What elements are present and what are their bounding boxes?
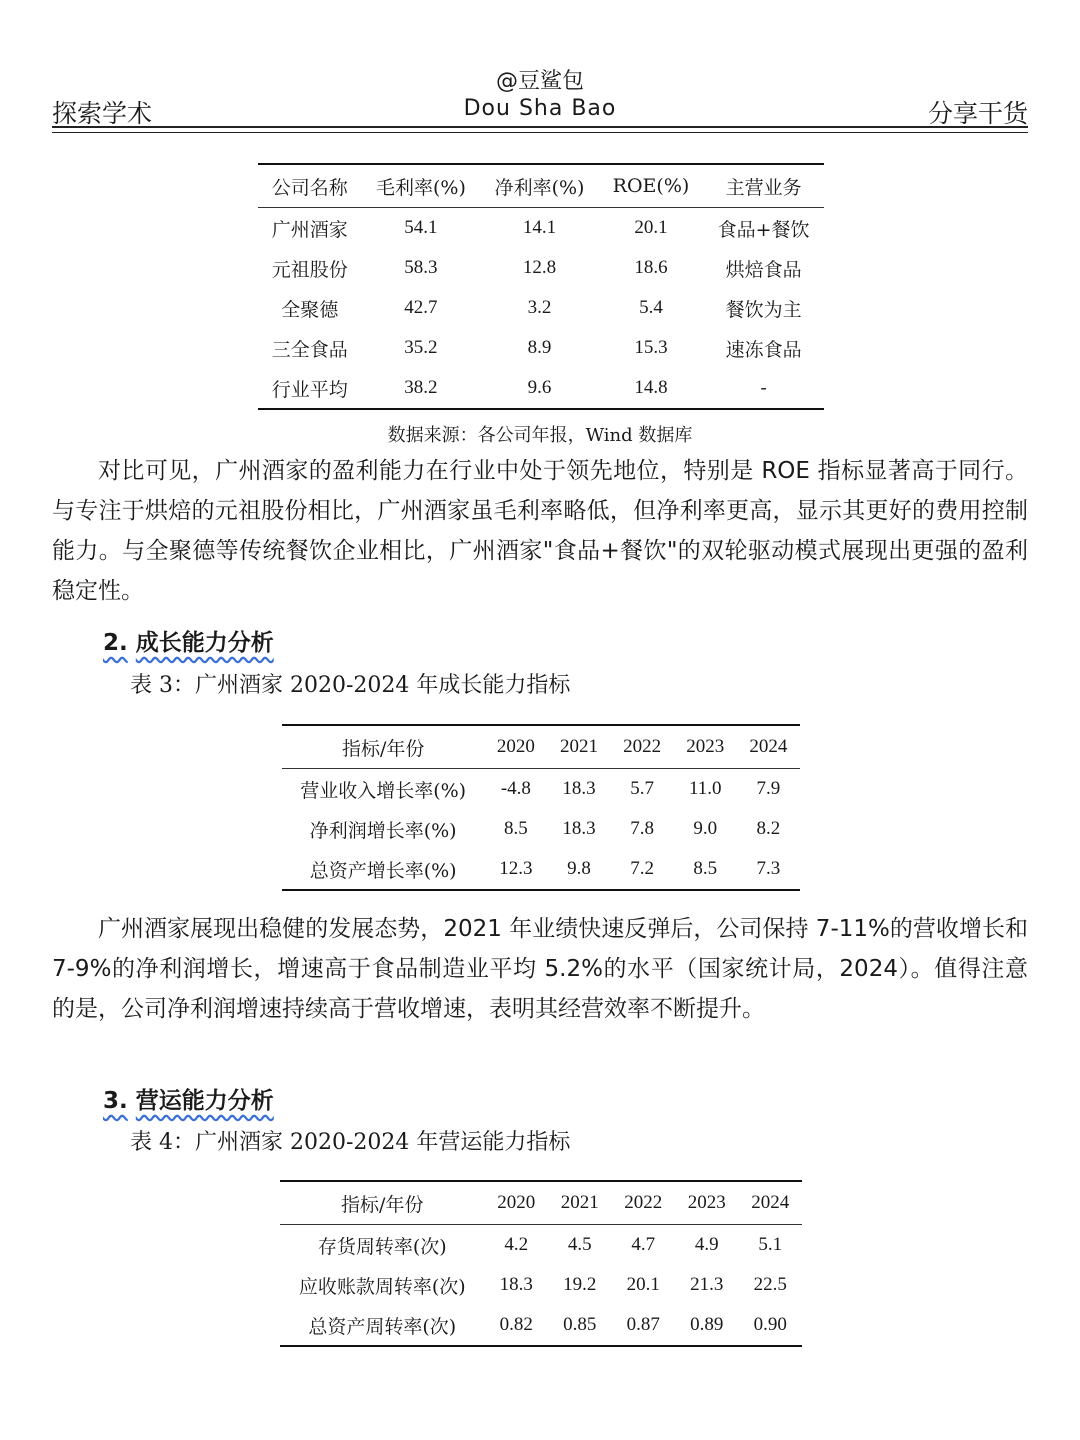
table-cell: 元祖股份: [271, 258, 348, 281]
table-row: [280, 1225, 802, 1266]
column-header: 指标/年份: [282, 725, 484, 769]
peer-comparison-table: [258, 163, 824, 410]
table-cell: 0.89: [675, 1305, 738, 1346]
section-heading: [103, 624, 274, 657]
header-right-text: 分享干货: [927, 99, 1028, 128]
table-cell: 9.6: [480, 368, 599, 409]
table-cell: 7.2: [611, 849, 674, 890]
growth-indicators-table: [282, 724, 800, 891]
table-cell: 0.87: [611, 1305, 674, 1346]
table-cell: 15.3: [634, 337, 668, 358]
table-cell: 18.6: [634, 257, 668, 278]
table-cell: 总资产周转率(次): [280, 1305, 485, 1346]
table-cell: 广州酒家: [271, 218, 348, 241]
table-caption: 表 4：广州酒家 2020-2024 年营运能力指标: [130, 1130, 571, 1155]
table-cell: 7.8: [630, 818, 655, 839]
table-cell: 14.1: [522, 217, 557, 238]
table-row: [280, 1265, 802, 1305]
body-paragraph: 对比可见，广州酒家的盈利能力在行业中处于领先地位，特别是 ROE 指标显著高于同行。与专注于烘焙的元祖股份相比，广州酒家虽毛利率略低，但净利率更高，显示其更好的费用控制能力。与全聚德等传统餐饮企业相比，广州酒家"食品+餐饮"的双轮驱动模式展现出更强的盈利稳定性。: [52, 458, 1028, 604]
table-row: [258, 328, 824, 368]
column-header: 主营业务: [703, 164, 824, 208]
table-cell: 总资产增长率(%): [282, 849, 484, 890]
column-header: 2021: [548, 1181, 611, 1225]
table-cell: 8.5: [504, 818, 528, 839]
table-cell: 8.2: [756, 818, 781, 839]
column-header: 2021: [547, 725, 610, 769]
column-header: 净利率(%): [480, 164, 599, 208]
column-header: 2023: [675, 1181, 738, 1225]
column-header: 2024: [737, 725, 800, 769]
column-header: 毛利率(%): [362, 164, 481, 208]
table-cell: 42.7: [404, 297, 438, 318]
table-row: [258, 288, 824, 328]
table-cell: 5.4: [639, 297, 663, 318]
section-title: 成长能力分析: [135, 630, 274, 656]
table-row: [258, 368, 824, 409]
column-header: 2020: [485, 1181, 548, 1225]
body-paragraph: 广州酒家展现出稳健的发展态势，2021 年业绩快速反弹后，公司保持 7-11%的营收增长和 7-9%的净利润增长，增速高于食品制造业平均 5.2%的水平（国家统计局，2024）。值得注意的是，公司净利润增速持续高于营收增速，表明其经营效率不断提升。: [52, 916, 1028, 1022]
table-cell: -: [703, 368, 824, 409]
author-handle: @豆鲨包: [495, 69, 584, 94]
header-rule-thin: [52, 132, 1028, 133]
table-cell: 存货周转率(次): [317, 1235, 447, 1258]
table-cell: 0.90: [738, 1305, 802, 1346]
table-row: [258, 248, 824, 288]
column-header: 2023: [674, 725, 737, 769]
table-cell: 行业平均: [258, 368, 362, 409]
page-header: [52, 60, 1028, 150]
table-cell: 全聚德: [281, 298, 339, 321]
table-cell: 35.2: [404, 337, 438, 358]
section-number: 2.: [103, 630, 128, 656]
table-cell: 8.5: [674, 849, 737, 890]
table-cell: 7.9: [756, 778, 781, 799]
table-cell: 速冻食品: [725, 338, 802, 361]
table-cell: 5.7: [630, 778, 655, 799]
table-cell: 烘焙食品: [725, 258, 802, 281]
table-cell: 18.3: [562, 778, 596, 799]
column-header: 公司名称: [258, 164, 362, 208]
header-left-text: 探索学术: [52, 99, 153, 128]
table-cell: 9.8: [547, 849, 610, 890]
table-caption: 表 3：广州酒家 2020-2024 年成长能力指标: [130, 673, 571, 698]
operating-indicators-table: [280, 1180, 802, 1347]
table-cell: 9.0: [693, 818, 718, 839]
table-cell: 8.9: [527, 337, 552, 358]
table-cell: 11.0: [688, 778, 722, 799]
table-cell: 19.2: [563, 1274, 597, 1295]
table-cell: 18.3: [499, 1274, 533, 1295]
table-cell: 3.2: [527, 297, 552, 318]
table-cell: 0.82: [485, 1305, 548, 1346]
table-cell: 58.3: [404, 257, 438, 278]
table-cell: 4.7: [631, 1234, 656, 1255]
table-cell: 4.2: [504, 1234, 529, 1255]
table-row: [258, 208, 824, 249]
table-cell: 三全食品: [271, 338, 348, 361]
section-heading: [103, 1082, 274, 1115]
section-title: 营运能力分析: [135, 1088, 274, 1114]
column-header: ROE(%): [599, 164, 703, 208]
table-cell: 38.2: [362, 368, 481, 409]
table-cell: 12.8: [522, 257, 557, 278]
table-cell: 7.3: [737, 849, 800, 890]
table-cell: 食品+餐饮: [717, 218, 810, 241]
table-cell: 餐饮为主: [725, 298, 802, 321]
table-cell: 5.1: [758, 1234, 783, 1255]
table-header-row: [282, 725, 800, 769]
table-cell: 净利润增长率(%): [309, 819, 457, 842]
table-header-row: [258, 164, 824, 208]
table-cell: 营业收入增长率(%): [300, 779, 467, 802]
table-row: [282, 809, 800, 849]
table-cell: 22.5: [753, 1274, 787, 1295]
table-row: [282, 769, 800, 810]
section-number: 3.: [103, 1088, 128, 1114]
table-header-row: [280, 1181, 802, 1225]
table-cell: 0.85: [548, 1305, 611, 1346]
column-header: 2024: [738, 1181, 802, 1225]
header-center-text: Dou Sha Bao: [463, 96, 617, 121]
table-cell: 4.9: [694, 1234, 719, 1255]
column-header: 指标/年份: [280, 1181, 485, 1225]
table-cell: 20.1: [626, 1274, 660, 1295]
table-cell: 18.3: [562, 818, 596, 839]
table-cell: 应收账款周转率(次): [298, 1275, 466, 1298]
table-row: [282, 849, 800, 890]
table-cell: 14.8: [599, 368, 703, 409]
table-source-note: 数据来源：各公司年报，Wind 数据库: [387, 425, 693, 446]
column-header: 2022: [611, 725, 674, 769]
table-cell: 12.3: [484, 849, 547, 890]
column-header: 2020: [484, 725, 547, 769]
header-rule-thick: [52, 126, 1028, 128]
table-cell: 4.5: [567, 1234, 592, 1255]
table-cell: 54.1: [404, 217, 438, 238]
column-header: 2022: [611, 1181, 674, 1225]
table-cell: 20.1: [634, 217, 668, 238]
table-cell: 21.3: [690, 1274, 724, 1295]
table-row: [280, 1305, 802, 1346]
table-cell: -4.8: [500, 778, 531, 799]
